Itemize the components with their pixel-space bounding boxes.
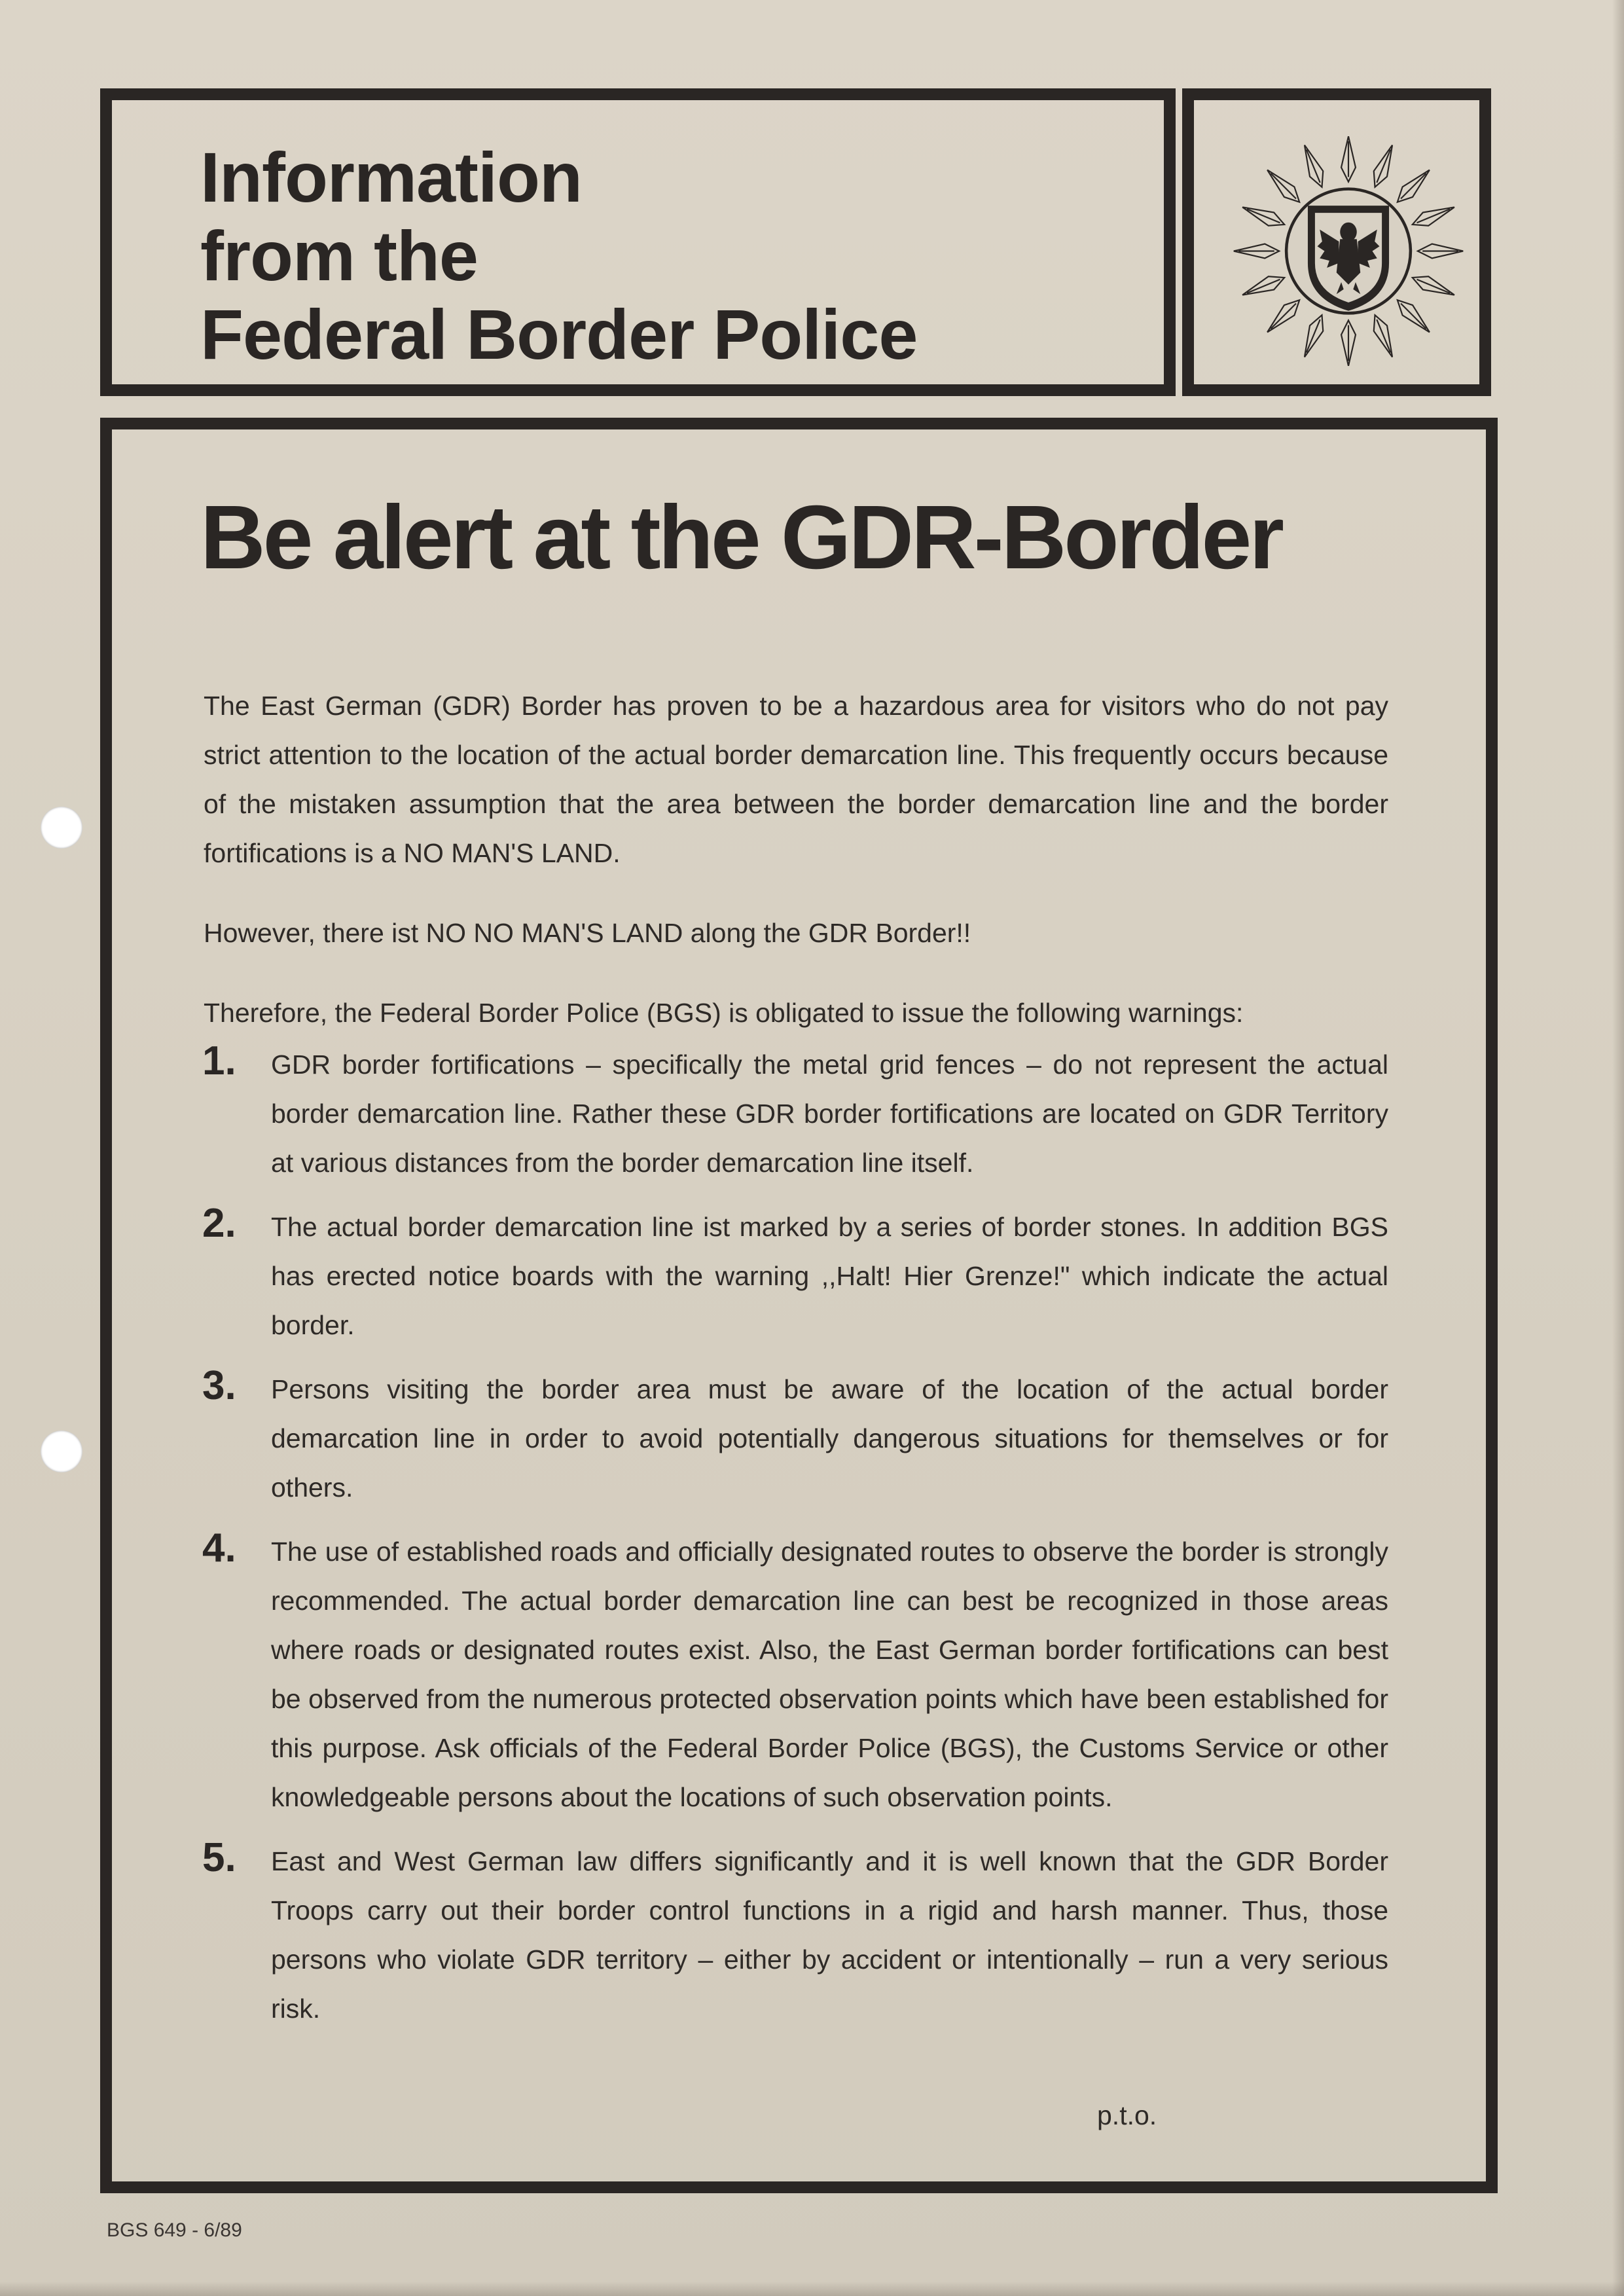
warning-number: 4. <box>202 1525 236 1571</box>
punch-hole <box>41 807 82 848</box>
border-police-emblem-icon <box>1228 132 1469 371</box>
warning-number: 2. <box>202 1201 236 1246</box>
warning-number: 5. <box>202 1835 236 1880</box>
however-paragraph: However, there ist NO NO MAN'S LAND along the GDR Border!! <box>204 918 971 948</box>
warning-text: The actual border demarcation line ist marked by a series of border stones. In addition BGS has erected notice boards with the warning ,,Halt! Hier Grenze!" which indicate the actual border. <box>271 1212 1388 1340</box>
main-title: Be alert at the GDR-Border <box>200 487 1282 588</box>
warning-item <box>204 1837 1388 2033</box>
warning-text: East and West German law differs significantly and it is well known that the GDR Border Troops carry out their border control functions in a rigid and harsh manner. Thus, those persons who violate GDR territory – either by accident or intentionally – run a very serious risk. <box>271 1846 1388 2024</box>
warning-item <box>204 1203 1388 1350</box>
header-title-line: from the <box>200 216 478 295</box>
header-title-line: Federal Border Police <box>200 295 918 374</box>
warning-text: GDR border fortifications – specifically the metal grid fences – do not represent the actual border demarcation line. Rather these GDR border fortifications are located on GDR Territory at various distances from the border demarcation line itself. <box>271 1049 1388 1178</box>
paper-bottom-shadow <box>0 2282 1624 2296</box>
please-turn-over-note: p.t.o. <box>1097 2100 1157 2130</box>
main-notice-box <box>100 418 1498 2193</box>
punch-hole <box>41 1430 82 1472</box>
header-box <box>100 88 1176 396</box>
intro-paragraph: The East German (GDR) Border has proven to be a hazardous area for visitors who do not pay strict attention to the location of the actual border demarcation line. This frequently occurs because of the mistaken assumption that the area between the border demarcation line and the border fortifications is a NO MAN'S LAND. <box>204 691 1388 868</box>
warning-number: 3. <box>202 1363 236 1408</box>
warning-item <box>204 1365 1388 1512</box>
paper-edge-shadow <box>1612 0 1624 2296</box>
warning-item <box>204 1527 1388 1822</box>
warning-number: 1. <box>202 1038 236 1084</box>
warning-item <box>204 1040 1388 1188</box>
emblem-box <box>1182 88 1491 396</box>
header-title-line: Information <box>200 137 582 217</box>
document-code: BGS 649 - 6/89 <box>107 2219 242 2241</box>
warning-text: Persons visiting the border area must be aware of the location of the actual border demarcation line in order to avoid potentially dangerous situations for themselves or for others. <box>271 1374 1388 1503</box>
therefore-paragraph: Therefore, the Federal Border Police (BGS) is obligated to issue the following warnings: <box>204 998 1244 1028</box>
warning-text: The use of established roads and officially designated routes to observe the border is strongly recommended. The actual border demarcation line can best be recognized in those areas where roads or designated routes exist. Also, the East German border fortifications can best be observed from the numerous protected observation points which have been established for this purpose. Ask officials of the Federal Border Police (BGS), the Customs Service or other knowledgeable persons about the locations of such observation points. <box>271 1537 1388 1812</box>
header-title <box>200 138 917 374</box>
notice-content <box>204 682 1388 2049</box>
